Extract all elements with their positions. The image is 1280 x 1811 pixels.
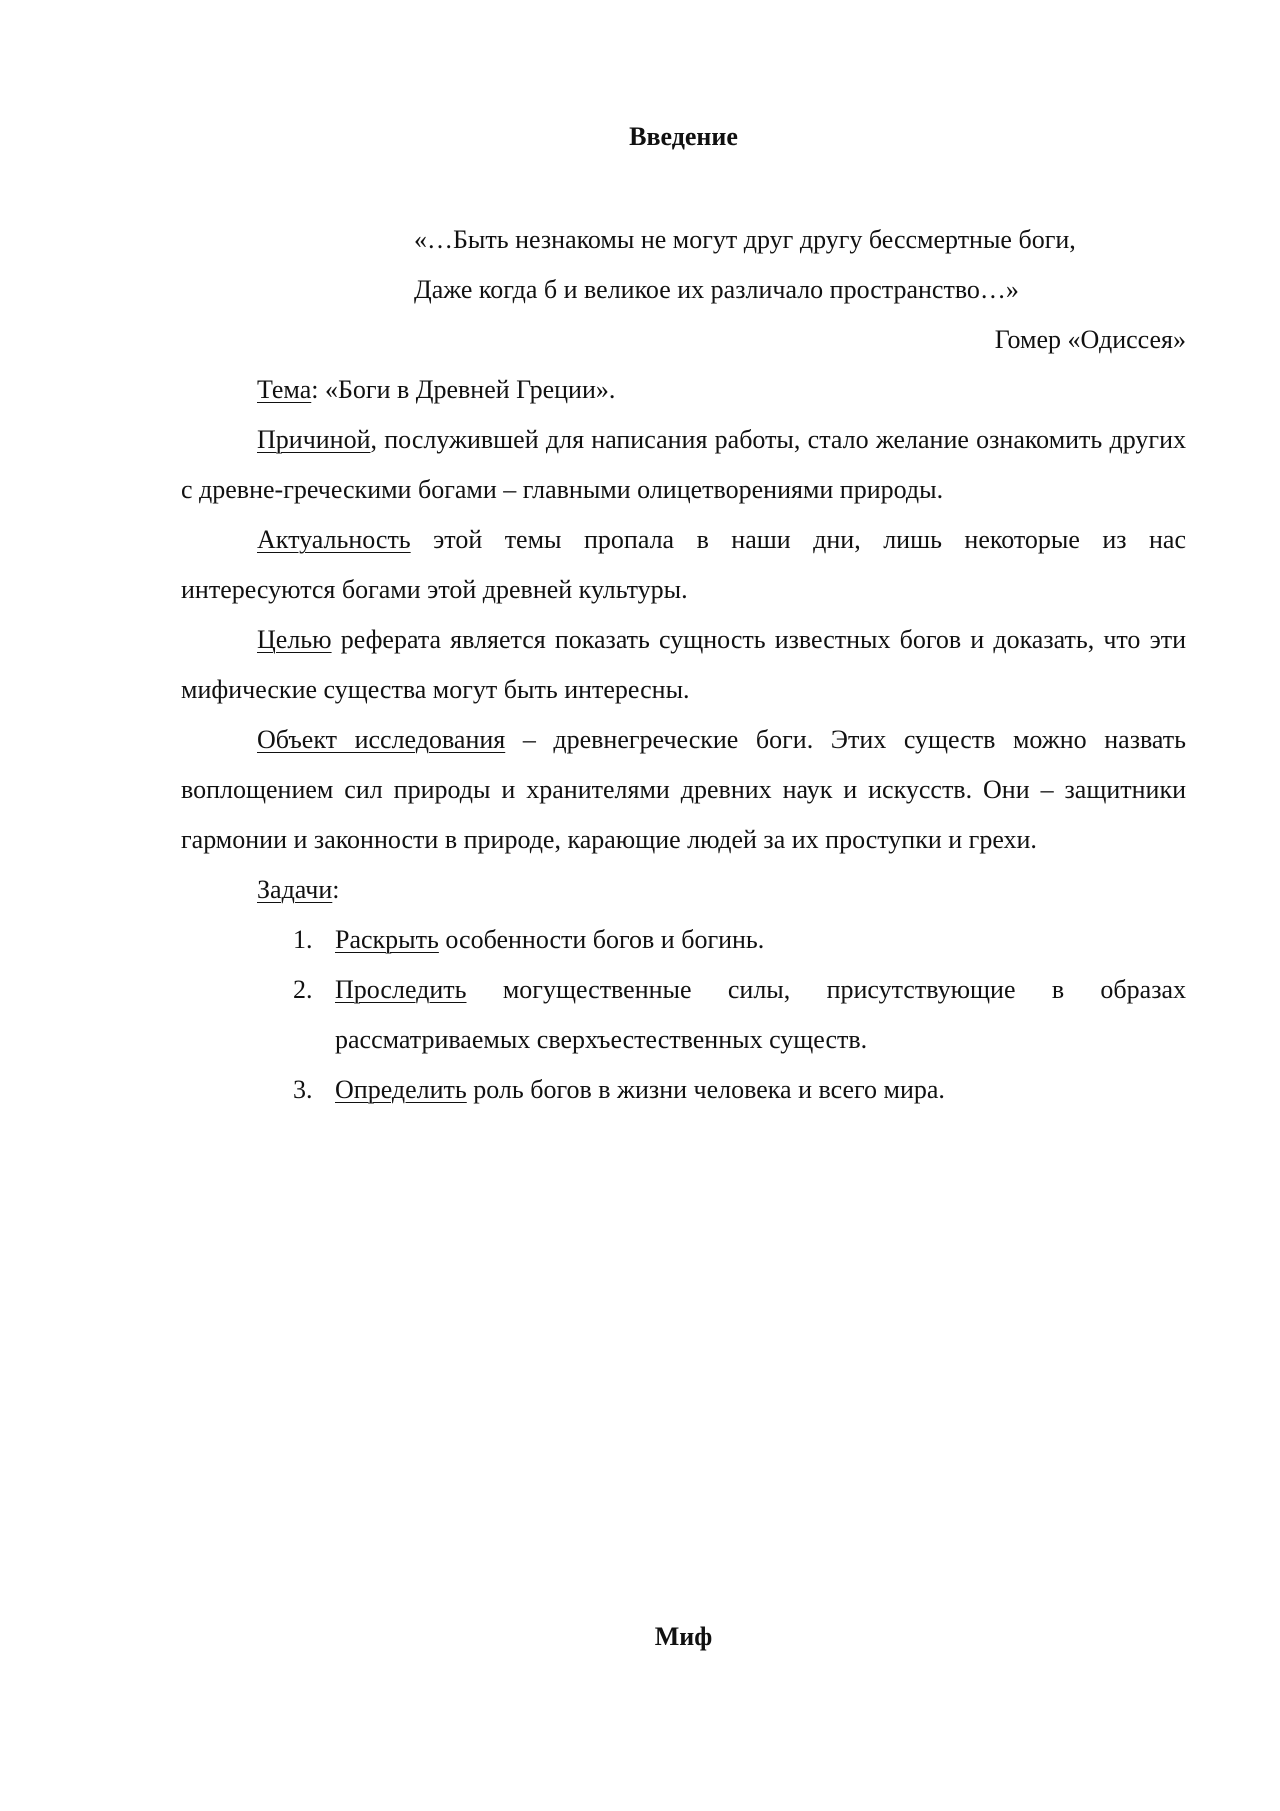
tasks-suffix: :: [332, 875, 340, 904]
relevance-label: Актуальность: [257, 525, 411, 554]
task-verb: Раскрыть: [335, 925, 439, 954]
reason-paragraph: [181, 415, 1186, 515]
list-item-number: 3.: [293, 1075, 313, 1104]
reason-label: Причиной: [257, 425, 371, 454]
list-item: [181, 965, 1186, 1065]
epigraph: [414, 215, 1186, 365]
goal-label: Целью: [257, 625, 332, 654]
topic-label: Тема: [257, 375, 312, 404]
goal-paragraph: [181, 615, 1186, 715]
list-item: [181, 1065, 1186, 1115]
relevance-paragraph: [181, 515, 1186, 615]
introduction-body: [181, 365, 1186, 1115]
list-item: [181, 915, 1186, 965]
epigraph-line-1: «…Быть незнакомы не могут друг другу бессмертные боги,: [414, 225, 1076, 254]
topic-paragraph: [181, 365, 1186, 415]
section-heading-myth: Миф: [654, 1622, 713, 1651]
task-verb: Определить: [335, 1075, 467, 1104]
list-item-number: 1.: [293, 925, 313, 954]
tasks-label: Задачи: [257, 875, 333, 904]
object-label: Объект исследования: [257, 725, 506, 754]
epigraph-source: Гомер «Одиссея»: [994, 325, 1186, 354]
topic-text: : «Боги в Древней Греции».: [311, 375, 616, 404]
tasks-paragraph: [181, 865, 1186, 915]
list-item-number: 2.: [293, 975, 313, 1004]
task-text: могущественные силы, присутствующие в образах рассматриваемых сверхъестественных существ.: [335, 975, 1186, 1054]
relevance-text: этой темы пропала в наши дни, лишь некоторые из нас интересуются богами этой древней культуры.: [181, 525, 1186, 604]
object-paragraph: [181, 715, 1186, 865]
epigraph-line-2: Даже когда б и великое их различало пространство…»: [414, 275, 1019, 304]
goal-text: реферата является показать сущность известных богов и доказать, что эти мифические существа могут быть интересны.: [181, 625, 1186, 704]
task-text: особенности богов и богинь.: [438, 925, 765, 954]
object-text: – древнегреческие боги. Этих существ можно назвать воплощением сил природы и хранителями древних наук и искусств. Они – защитники гармонии и законности в природе, карающие людей за их проступки и грехи.: [181, 725, 1186, 854]
section-heading-introduction: Введение: [629, 122, 738, 151]
reason-text: , послужившей для написания работы, стало желание ознакомить других с древне-греческими богами – главными олицетворениями природы.: [181, 425, 1186, 504]
task-verb: Проследить: [335, 975, 467, 1004]
task-text: роль богов в жизни человека и всего мира.: [466, 1075, 945, 1104]
tasks-list: [181, 915, 1186, 1115]
